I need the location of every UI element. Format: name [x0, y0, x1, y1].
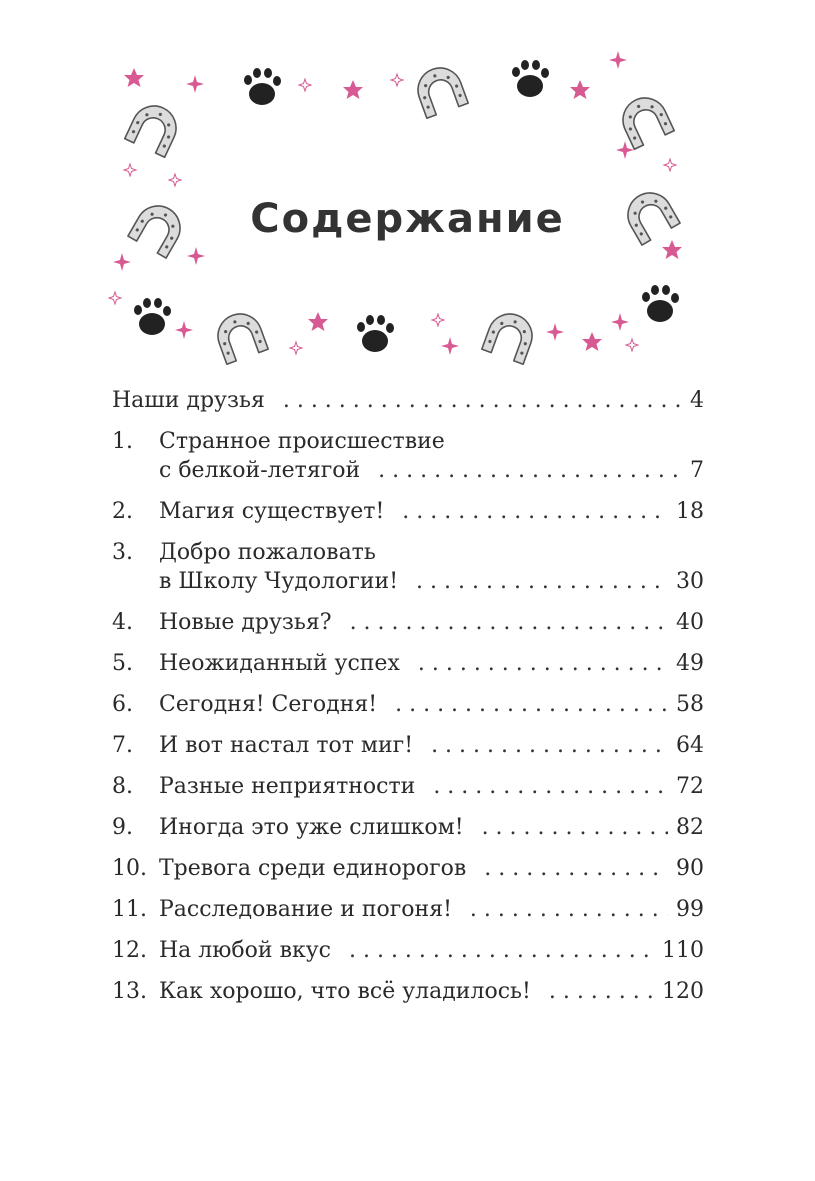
toc-leader-dots — [395, 690, 668, 719]
toc-entry-2 — [112, 497, 704, 526]
toc-leader-dots — [482, 813, 668, 842]
toc-entry-4 — [112, 608, 704, 637]
toc-page-number: 90 — [676, 856, 704, 881]
sparkle-icon — [391, 74, 403, 86]
toc-entry-6 — [112, 690, 704, 719]
paw-icon — [244, 68, 281, 105]
toc-entry-intro — [112, 386, 704, 415]
toc-chapter-number: 6. — [112, 692, 133, 717]
toc-page-number: 49 — [676, 651, 704, 676]
paw-icon — [642, 285, 679, 322]
horseshoe-icon — [412, 62, 468, 118]
toc-entry-title: Как хорошо, что всё уладилось! — [159, 979, 531, 1004]
toc-page-number: 120 — [662, 979, 704, 1004]
sparkle-icon — [664, 159, 676, 171]
star-icon — [662, 240, 682, 259]
toc-leader-dots — [431, 731, 668, 760]
star-icon — [570, 80, 590, 99]
toc-entry-12 — [112, 936, 704, 965]
sparkle-icon — [113, 253, 131, 271]
sparkle-icon — [611, 313, 629, 331]
toc-chapter-number: 5. — [112, 651, 133, 676]
sparkle-icon — [109, 292, 121, 304]
toc-entry-9 — [112, 813, 704, 842]
toc-chapter-number: 7. — [112, 733, 133, 758]
toc-entry-title: Магия существует! — [159, 499, 385, 524]
paw-icon — [357, 315, 394, 352]
toc-entry-title: Расследование и погоня! — [159, 897, 452, 922]
horseshoe-icon — [125, 99, 183, 157]
toc-leader-dots — [350, 608, 668, 637]
toc-entry-1 — [112, 427, 704, 485]
sparkle-icon — [626, 339, 638, 351]
sparkle-icon — [299, 79, 311, 91]
toc-page-number: 58 — [676, 692, 704, 717]
star-icon — [343, 80, 363, 99]
toc-chapter-number: 4. — [112, 610, 133, 635]
table-of-contents — [112, 380, 704, 1006]
toc-leader-dots — [484, 854, 668, 883]
toc-page-number: 18 — [676, 499, 704, 524]
toc-chapter-number: 13. — [112, 979, 147, 1004]
toc-leader-dots — [349, 936, 654, 965]
toc-leader-dots — [416, 567, 668, 596]
paw-icon — [134, 298, 171, 335]
toc-page-number: 4 — [690, 388, 704, 413]
paw-icon — [512, 60, 549, 97]
toc-entry-title-continued: с белкой-летягой — [159, 458, 361, 483]
sparkle-icon — [169, 174, 181, 186]
toc-entry-title: На любой вкус — [159, 938, 331, 963]
toc-page-number: 72 — [676, 774, 704, 799]
sparkle-icon — [609, 51, 627, 69]
toc-entry-title: Новые друзья? — [159, 610, 332, 635]
sparkle-icon — [441, 337, 459, 355]
toc-leader-dots — [402, 497, 668, 526]
toc-entry-8 — [112, 772, 704, 801]
toc-entry-title: Сегодня! Сегодня! — [159, 692, 378, 717]
sparkle-icon — [187, 247, 205, 265]
toc-leader-dots — [418, 649, 668, 678]
sparkle-icon — [432, 314, 444, 326]
toc-page-number: 7 — [690, 458, 704, 483]
star-icon — [582, 332, 602, 351]
toc-entry-title: Странное происшествие — [159, 429, 445, 454]
toc-chapter-number: 9. — [112, 815, 133, 840]
toc-entry-title: Неожиданный успех — [159, 651, 400, 676]
toc-chapter-number: 12. — [112, 938, 147, 963]
toc-chapter-number: 8. — [112, 774, 133, 799]
sparkle-icon — [290, 342, 302, 354]
toc-chapter-number: 10. — [112, 856, 147, 881]
toc-entry-10 — [112, 854, 704, 883]
toc-chapter-number: 2. — [112, 499, 133, 524]
toc-chapter-number: 1. — [112, 429, 133, 454]
toc-page-number: 82 — [676, 815, 704, 840]
toc-entry-title-continued: в Школу Чудологии! — [159, 569, 399, 594]
toc-chapter-number: 11. — [112, 897, 147, 922]
toc-page-number: 99 — [676, 897, 704, 922]
toc-entry-title: Иногда это уже слишком! — [159, 815, 464, 840]
toc-leader-dots — [470, 895, 668, 924]
star-icon — [124, 68, 144, 87]
toc-page-number: 110 — [662, 938, 704, 963]
toc-entry-title: Наши друзья — [112, 388, 265, 413]
toc-leader-dots — [433, 772, 668, 801]
toc-leader-dots — [549, 977, 654, 1006]
toc-entry-title: Добро пожаловать — [159, 540, 376, 565]
toc-entry-11 — [112, 895, 704, 924]
toc-chapter-number: 3. — [112, 540, 133, 565]
star-icon — [308, 312, 328, 331]
toc-leader-dots — [283, 386, 682, 415]
sparkle-icon — [186, 75, 204, 93]
toc-entry-3 — [112, 538, 704, 596]
sparkle-icon — [546, 323, 564, 341]
toc-leader-dots — [378, 456, 682, 485]
horseshoe-icon — [482, 308, 538, 364]
toc-entry-5 — [112, 649, 704, 678]
horseshoe-icon — [616, 91, 674, 149]
toc-entry-title: И вот настал тот миг! — [159, 733, 414, 758]
sparkle-icon — [175, 321, 193, 339]
toc-page-number: 40 — [676, 610, 704, 635]
toc-entry-13 — [112, 977, 704, 1006]
toc-entry-title: Разные неприятности — [159, 774, 416, 799]
toc-entry-7 — [112, 731, 704, 760]
toc-page-number: 30 — [676, 569, 704, 594]
toc-page-number: 64 — [676, 733, 704, 758]
horseshoe-icon — [212, 308, 268, 364]
sparkle-icon — [124, 164, 136, 176]
toc-entry-title: Тревога среди единорогов — [159, 856, 467, 881]
page-title: Содержание — [250, 196, 565, 242]
